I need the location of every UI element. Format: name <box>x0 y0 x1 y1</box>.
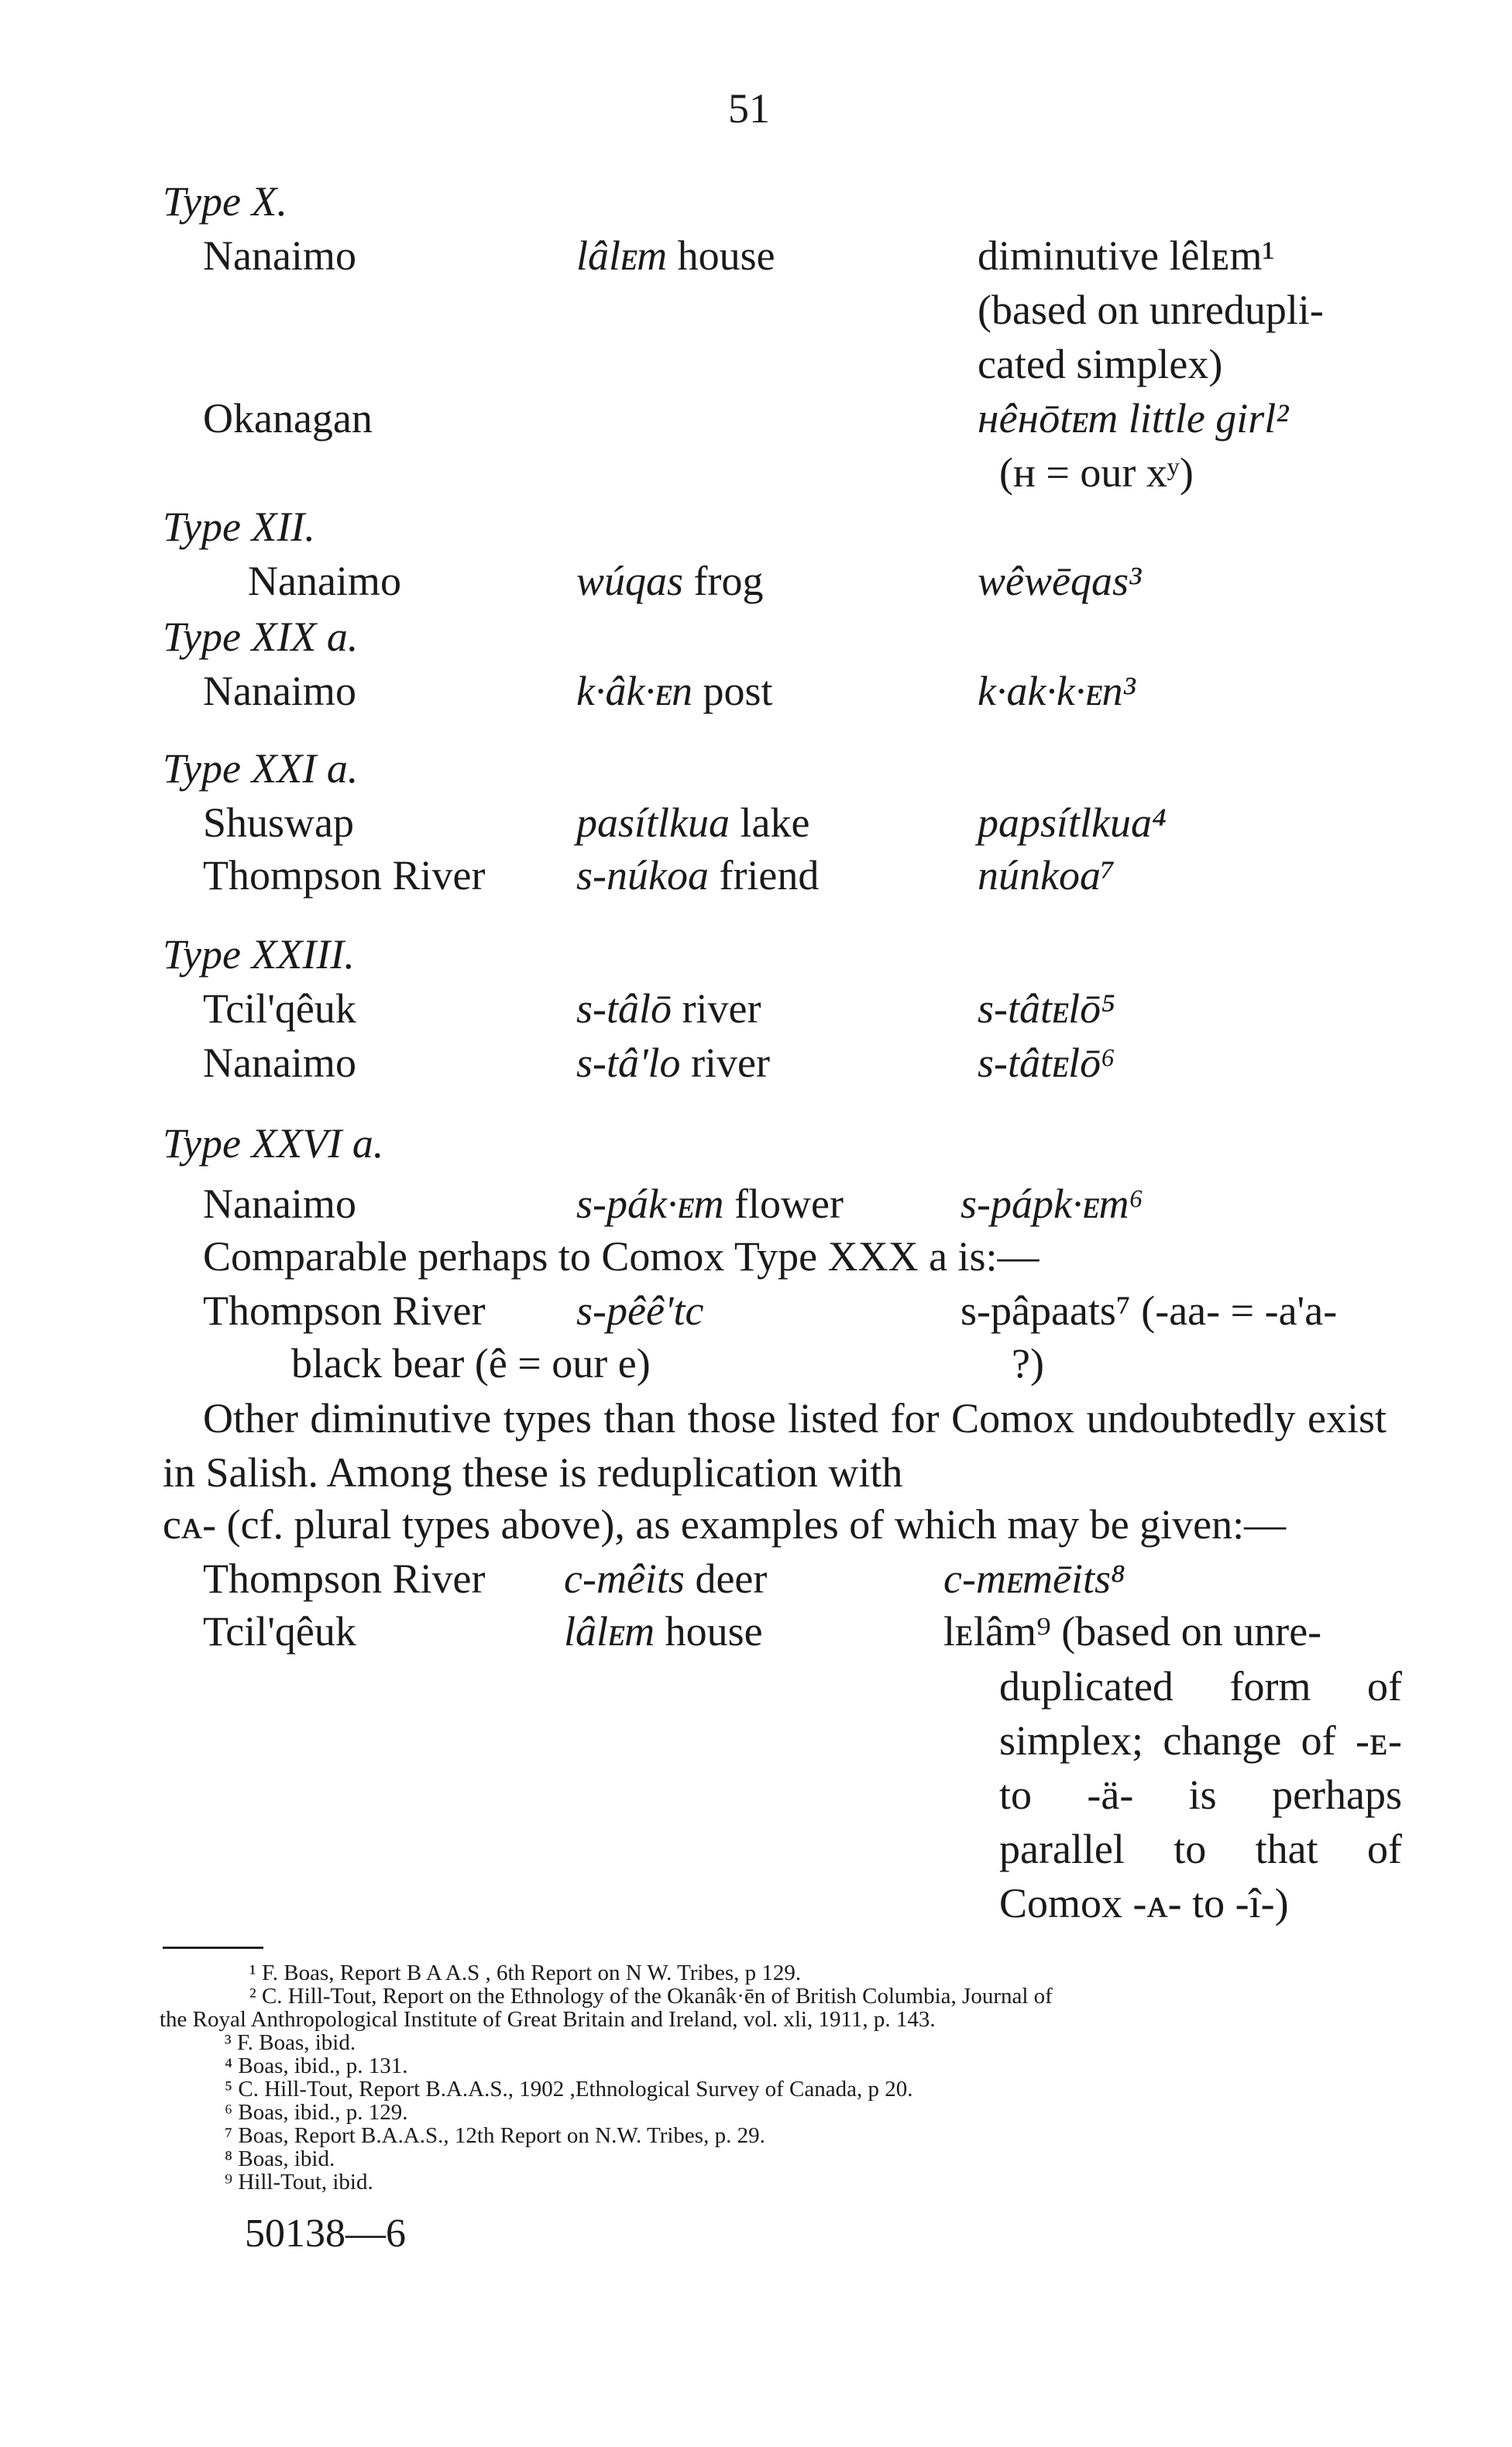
language-name: Nanaimo <box>203 1181 356 1227</box>
word-form: s-pêê'tc <box>576 1287 704 1334</box>
language-name: Tcil'qêuk <box>203 985 356 1032</box>
diminutive-note: ?) <box>1012 1340 1044 1387</box>
word-gloss: river <box>682 985 761 1032</box>
footnote: ⁶ Boas, ibid., p. 129. <box>225 2100 408 2125</box>
diminutive-form: lᴇlâm⁹ (based on unre- <box>943 1608 1322 1655</box>
diminutive-form: k·ak·k·ᴇn³ <box>978 668 1136 714</box>
word-gloss: friend <box>719 852 820 899</box>
footnote: ⁹ Hill-Tout, ibid. <box>225 2170 373 2194</box>
word-gloss: lake <box>740 799 810 846</box>
word-entry <box>576 231 775 280</box>
diminutive-note: duplicated form of simplex; change of -ᴇ- to -ä- is perhaps parallel to that of Comox -ᴀ- to -î-) <box>999 1663 1402 1926</box>
word-gloss: deer <box>695 1555 768 1602</box>
type-heading: Type XII. <box>163 503 315 550</box>
type-heading: Type XXVI a. <box>163 1120 384 1167</box>
footnote: ⁸ Boas, ibid. <box>225 2146 335 2171</box>
word-entry <box>576 984 761 1033</box>
diminutive-form: s-pápk·ᴇm⁶ <box>960 1181 1144 1227</box>
diminutive-form: s-tâtᴇlō⁵ <box>978 985 1115 1032</box>
word-form: c-mêits <box>564 1555 685 1602</box>
diminutive-note: cated simplex) <box>978 341 1223 387</box>
type-heading: Type X. <box>163 178 287 225</box>
diminutive-form: papsítlkua⁴ <box>978 799 1167 846</box>
word-gloss: house <box>677 232 775 279</box>
word-form: s-pák·ᴇm <box>576 1181 724 1227</box>
type-heading: Type XXI a. <box>163 745 359 792</box>
language-name: Thompson River <box>203 1287 486 1334</box>
word-entry <box>576 851 819 900</box>
word-entry <box>564 1554 767 1603</box>
word-gloss: frog <box>693 558 764 604</box>
language-name: Nanaimo <box>203 668 356 714</box>
footnote: ² C. Hill-Tout, Report on the Ethnology of the Okanâk·ēn of British Columbia, Journal of <box>249 1984 1053 2009</box>
language-name: Thompson River <box>203 852 486 899</box>
footnote: the Royal Anthropological Institute of Great Britain and Ireland, vol. xli, 1911, p. 143. <box>160 2007 936 2032</box>
comparable-line: Comparable perhaps to Comox Type XXX a is:— <box>203 1233 1040 1280</box>
diminutive-form: ʜêʜōtᴇm little girl² <box>978 395 1289 442</box>
language-name: Shuswap <box>203 799 355 846</box>
diminutive-form: c-mᴇmēits⁸ <box>943 1555 1125 1602</box>
word-entry <box>576 556 764 606</box>
word-form: s-núkoa <box>576 852 709 899</box>
word-form: k·âk·ᴇn <box>576 668 693 714</box>
footnote: ³ F. Boas, ibid. <box>225 2030 356 2055</box>
word-form: lâlᴇm <box>564 1608 655 1655</box>
footnote: ⁷ Boas, Report B.A.A.S., 12th Report on N.W. Tribes, p. 29. <box>225 2123 765 2148</box>
word-form: s-tâlō <box>576 985 672 1032</box>
diminutive-form: s-tâtᴇlō⁶ <box>978 1040 1115 1086</box>
diminutive-form: diminutive lêlᴇm¹ <box>978 232 1275 279</box>
language-name: Nanaimo <box>203 232 356 279</box>
footnote: ⁵ C. Hill-Tout, Report B.A.A.S., 1902 ,Ethnological Survey of Canada, p 20. <box>225 2077 913 2102</box>
language-name: Thompson River <box>203 1555 486 1602</box>
word-form: lâlᴇm <box>576 232 668 279</box>
printer-code: 50138—6 <box>245 2212 406 2256</box>
language-name: Nanaimo <box>248 558 401 604</box>
word-gloss: river <box>691 1040 770 1086</box>
word-gloss: post <box>703 668 773 714</box>
footnote: ¹ F. Boas, Report B A A.S , 6th Report on N W. Tribes, p 129. <box>249 1961 802 1985</box>
word-form: s-tâ'lo <box>576 1040 681 1086</box>
type-heading: Type XXIII. <box>163 931 355 978</box>
diminutive-form: wêwēqas³ <box>978 558 1142 604</box>
word-gloss: flower <box>734 1181 844 1227</box>
page-number: 51 <box>728 85 770 132</box>
word-entry <box>564 1607 763 1656</box>
word-gloss: black bear (ê = our e) <box>291 1340 651 1387</box>
word-entry <box>576 666 773 716</box>
body-paragraph-end: cᴀ- (cf. plural types above), as examples of which may be given:— <box>163 1501 1287 1548</box>
language-name: Nanaimo <box>203 1040 356 1086</box>
language-name: Tcil'qêuk <box>203 1608 356 1655</box>
word-entry <box>576 1179 844 1229</box>
diminutive-form: núnkoa⁷ <box>978 852 1115 899</box>
word-gloss: house <box>665 1608 763 1655</box>
body-paragraph: Other diminutive types than those listed for Comox undoubtedly exist in Salish. Among these is reduplication with <box>163 1395 1387 1496</box>
word-form: pasítlkua <box>576 799 730 846</box>
diminutive-note: (ʜ = our xʸ) <box>999 449 1194 496</box>
diminutive-note: (based on unredupli- <box>978 287 1324 333</box>
type-heading: Type XIX a. <box>163 613 359 660</box>
footnote: ⁴ Boas, ibid., p. 131. <box>225 2053 408 2078</box>
footnote-rule <box>163 1947 263 1949</box>
word-entry <box>576 1038 770 1088</box>
word-entry <box>576 798 809 847</box>
language-name: Okanagan <box>203 395 373 442</box>
diminutive-form: s-pâpaats⁷ (-aa- = -a'a- <box>960 1287 1338 1334</box>
word-form: wúqas <box>576 558 684 604</box>
